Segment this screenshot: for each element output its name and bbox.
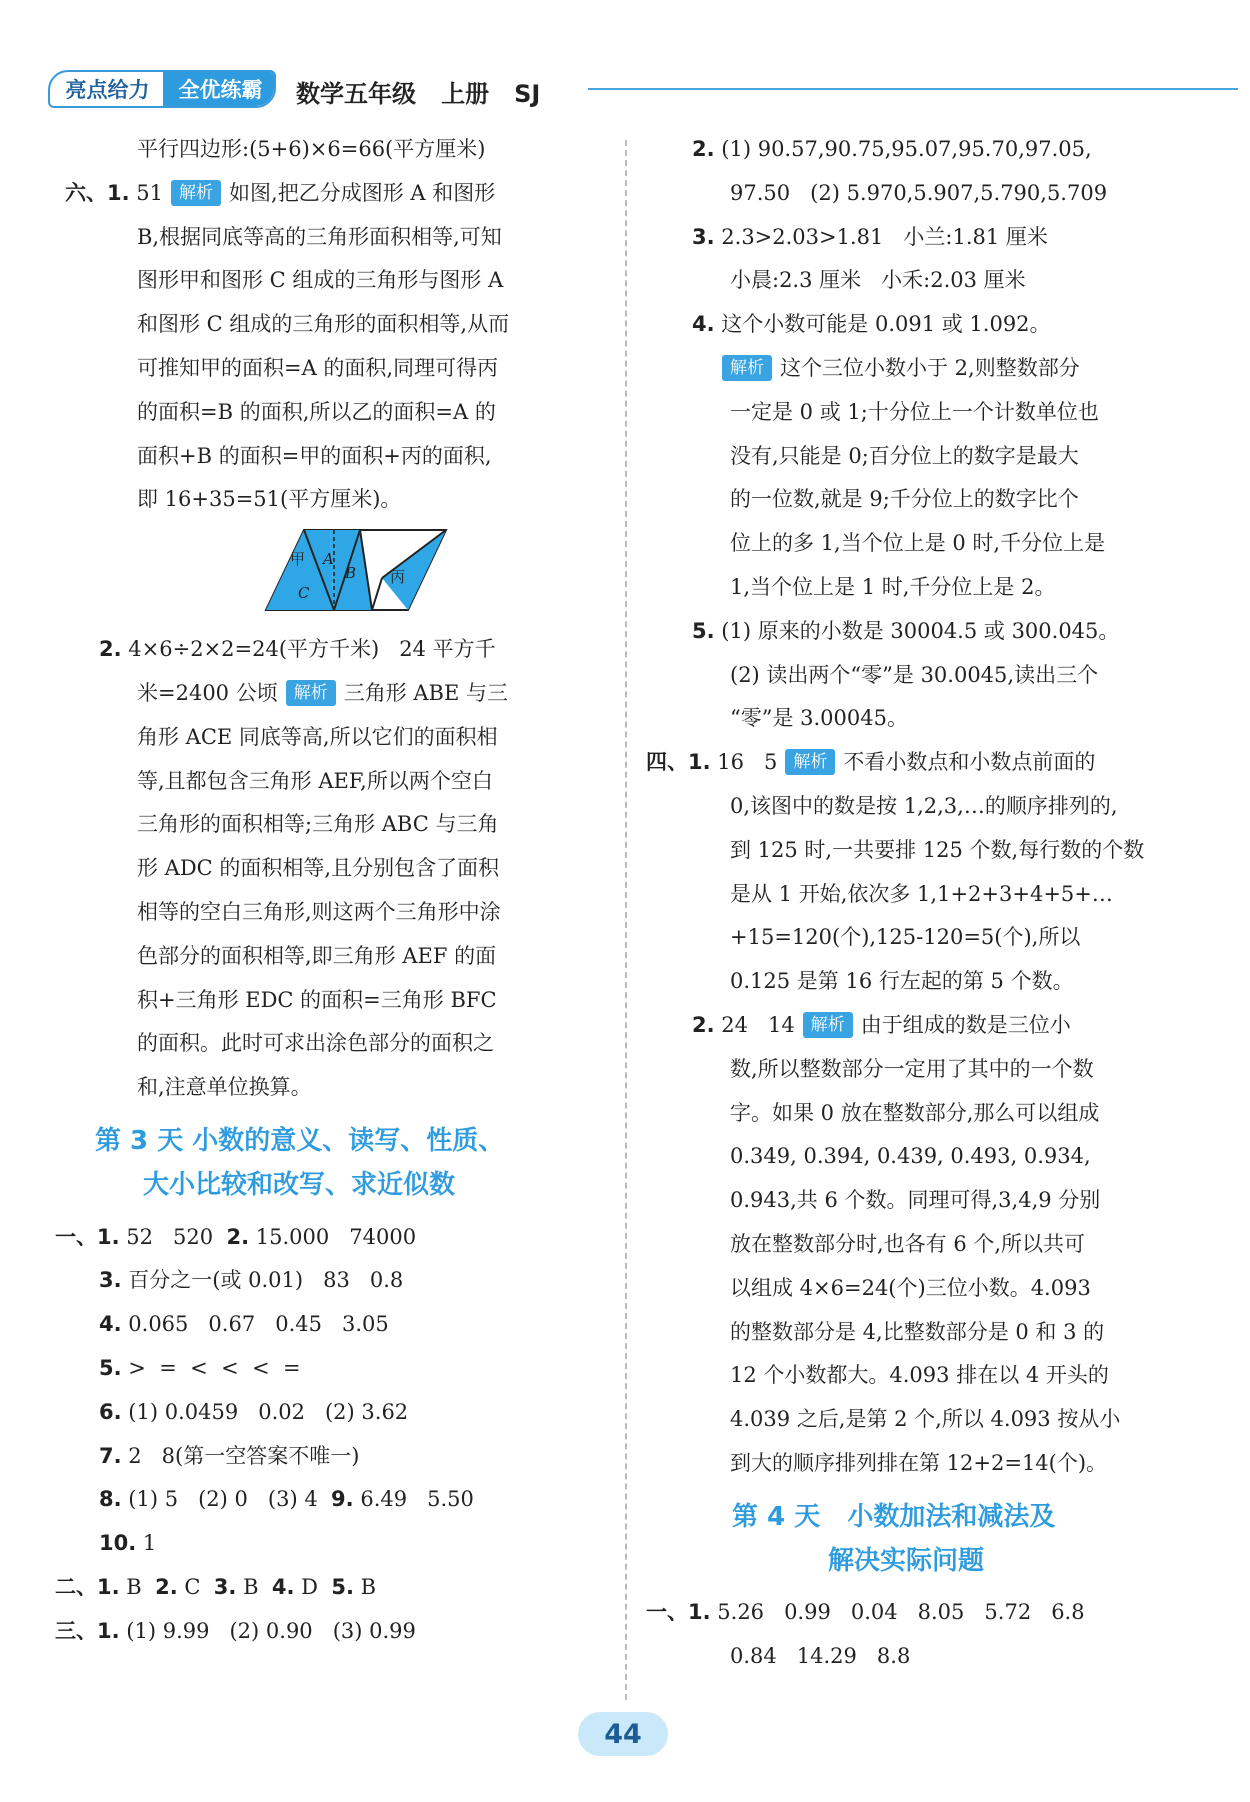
answer-line-6 <box>55 1391 600 1435</box>
question-6-1 <box>55 172 600 216</box>
answer: (1) 0.0459 0.02 (2) 3.62 <box>128 1399 409 1424</box>
label-c: C <box>298 584 310 603</box>
answer-line-r3 <box>652 216 1197 260</box>
parallelogram-diagram <box>260 522 450 618</box>
text-line: 的面积。此时可求出涂色部分的面积之 <box>137 1031 494 1056</box>
text-line: 图形甲和图形 C 组成的三角形与图形 A <box>137 268 504 293</box>
text-line: 相等的空白三角形,则这两个三角形中涂 <box>137 899 501 924</box>
question-number: 4. <box>99 1312 122 1337</box>
question-number: 6. <box>99 1399 122 1424</box>
answer-line-r2 <box>652 128 1197 172</box>
brand-logo <box>48 70 276 108</box>
answer-line-d2 <box>652 1004 1197 1048</box>
question-number: 三、1. <box>55 1618 120 1643</box>
section-title-day3-line2: 大小比较和改写、求近似数 <box>143 1169 456 1200</box>
answer-line-r4 <box>652 303 1197 347</box>
answer-line-d1 <box>646 741 1197 785</box>
answer: 2 8(第一空答案不唯一) <box>128 1443 360 1468</box>
book-subject: 数学五年级 上册 SJ <box>296 80 541 108</box>
question-number: 六、1. <box>65 180 130 205</box>
question-number: 3. <box>99 1268 122 1293</box>
text-line <box>652 347 1197 391</box>
text-line: 数,所以整数部分一定用了其中的一个数 <box>730 1056 1094 1081</box>
analysis-text: 不看小数点和小数点前面的 <box>843 750 1096 775</box>
answer: 这个小数可能是 0.091 或 1.092。 <box>721 312 1051 337</box>
text-line: 是从 1 开始,依次多 1,1+2+3+4+5+… <box>730 881 1113 906</box>
answer: 51 <box>136 180 164 205</box>
text-line: “零”是 3.00045。 <box>730 706 908 731</box>
answer-line-3 <box>55 1259 600 1303</box>
analysis-text: 三角形 ABE 与三 <box>343 680 508 705</box>
brand-left-text: 亮点给力 <box>65 78 150 102</box>
question-number: 5. <box>99 1355 122 1380</box>
answer: > = < < < = <box>128 1355 301 1380</box>
answer: 24 14 <box>721 1012 795 1037</box>
label-a: A <box>323 550 334 569</box>
question-6-2 <box>55 628 600 672</box>
answer-line-7 <box>55 1435 600 1479</box>
text-line: (2) 读出两个“零”是 30.0045,读出三个 <box>730 662 1099 687</box>
text-line: 没有,只能是 0;百分位上的数字是最大 <box>730 443 1079 468</box>
text-line: 0.349, 0.394, 0.439, 0.493, 0.934, <box>730 1144 1091 1169</box>
label-b: B <box>345 564 357 583</box>
question-number: 二、1. <box>55 1574 120 1599</box>
answer: B <box>360 1574 377 1599</box>
answer: (1) 9.99 (2) 0.90 (3) 0.99 <box>126 1618 416 1643</box>
text-line: 以组成 4×6=24(个)三位小数。4.093 <box>730 1275 1091 1300</box>
text-line: 的整数部分是 4,比整数部分是 0 和 3 的 <box>730 1319 1105 1344</box>
text-line: 到大的顺序排列排在第 12+2=14(个)。 <box>730 1450 1108 1475</box>
analysis-text: 由于组成的数是三位小 <box>860 1012 1071 1037</box>
answer-line-r5 <box>652 610 1197 654</box>
analysis-text: 如图,把乙分成图形 A 和图形 <box>229 180 496 205</box>
answer-line-10 <box>55 1522 600 1566</box>
answer: B <box>243 1574 259 1599</box>
question-number: 2. <box>692 137 715 161</box>
text-line: 角形 ACE 同底等高,所以它们的面积相 <box>137 724 498 749</box>
answer: B <box>126 1574 142 1599</box>
page-number: 44 <box>578 1712 668 1756</box>
question-number: 5. <box>692 618 715 643</box>
text-line: 积+三角形 EDC 的面积=三角形 BFC <box>137 987 497 1012</box>
text-line: B,根据同底等高的三角形面积相等,可知 <box>137 224 502 249</box>
answer-line-1 <box>55 1216 600 1260</box>
text-line: 0.84 14.29 8.8 <box>730 1644 911 1669</box>
answer: 6.49 5.50 <box>360 1487 474 1512</box>
answer: 1 <box>142 1531 157 1556</box>
question-number: 9. <box>331 1487 354 1512</box>
text-line: 到 125 时,一共要排 125 个数,每行数的个数 <box>730 837 1145 862</box>
answer: 5.26 0.99 0.04 8.05 5.72 6.8 <box>717 1600 1085 1625</box>
answer: 米=2400 公顷 <box>137 680 278 705</box>
answer: 0.065 0.67 0.45 3.05 <box>128 1312 389 1337</box>
answer-line-8 <box>55 1478 600 1522</box>
text-line: 放在整数部分时,也各有 6 个,所以共可 <box>730 1231 1086 1256</box>
answer: 15.000 74000 <box>255 1224 417 1249</box>
analysis-tag: 解析 <box>171 180 221 206</box>
answer: 16 5 <box>717 750 778 775</box>
question-number: 2. <box>226 1224 250 1249</box>
question-number: 一、1. <box>55 1224 120 1249</box>
answer-line-three <box>55 1610 600 1654</box>
question-number: 2. <box>99 637 122 662</box>
analysis-tag: 解析 <box>803 1012 853 1038</box>
question-number: 3. <box>213 1574 237 1599</box>
answer: C <box>184 1574 201 1599</box>
column-divider <box>625 140 627 1700</box>
question-number: 4. <box>692 312 715 337</box>
text-line: 的面积=B 的面积,所以乙的面积=A 的 <box>137 399 496 424</box>
question-number: 5. <box>331 1574 354 1599</box>
answer: 百分之一(或 0.01) 83 0.8 <box>128 1268 404 1293</box>
question-number: 4. <box>271 1574 295 1599</box>
text-line: 一定是 0 或 1;十分位上一个计数单位也 <box>730 399 1099 424</box>
question-number: 一、1. <box>646 1600 711 1625</box>
label-jia: 甲 <box>290 550 306 569</box>
question-number: 10. <box>99 1531 137 1556</box>
section-title-day4-line2: 解决实际问题 <box>828 1545 985 1576</box>
text-line: 三角形的面积相等;三角形 ABC 与三角 <box>137 812 499 837</box>
text-line: 97.50 (2) 5.970,5.907,5.790,5.709 <box>730 180 1108 205</box>
text-line: 1,当个位上是 1 时,千分位上是 2。 <box>730 574 1056 599</box>
text-line: 小晨:2.3 厘米 小禾:2.03 厘米 <box>730 268 1026 293</box>
label-bing: 丙 <box>390 568 406 587</box>
text-line: 12 个小数都大。4.093 排在以 4 开头的 <box>730 1363 1109 1388</box>
text-line: 的一位数,就是 9;千分位上的数字比个 <box>730 487 1079 512</box>
text-line <box>55 672 600 716</box>
text-line: 面积+B 的面积=甲的面积+丙的面积, <box>137 443 492 468</box>
answer: 2.3>2.03>1.81 小兰:1.81 厘米 <box>721 224 1048 249</box>
analysis-tag: 解析 <box>785 749 835 775</box>
left-column <box>55 128 600 1654</box>
question-number: 7. <box>99 1443 122 1468</box>
answer-line-e1 <box>646 1591 1197 1635</box>
question-number: 2. <box>155 1574 178 1599</box>
question-number: 四、1. <box>646 750 711 775</box>
text-line: 可推知甲的面积=A 的面积,同理可得丙 <box>137 355 499 380</box>
text-line: 平行四边形:(5+6)×6=66(平方厘米) <box>137 137 486 161</box>
answer: 52 520 <box>126 1224 214 1249</box>
text-line: 即 16+35=51(平方厘米)。 <box>137 487 402 512</box>
text-line: 位上的多 1,当个位上是 0 时,千分位上是 <box>730 531 1106 556</box>
answer-line-choice <box>55 1566 600 1610</box>
answer: D <box>301 1574 318 1599</box>
question-number: 3. <box>692 224 715 249</box>
section-title-day3: 第 3 天 小数的意义、读写、性质、 <box>95 1125 505 1156</box>
answer: 4×6÷2×2=24(平方千米) 24 平方千 <box>128 637 496 662</box>
header-rule <box>588 88 1238 90</box>
text-line: 和,注意单位换算。 <box>137 1075 312 1100</box>
question-number: 2. <box>692 1012 715 1037</box>
text-line: 0.943,共 6 个数。同理可得,3,4,9 分别 <box>730 1188 1101 1213</box>
analysis-text: 这个三位小数小于 2,则整数部分 <box>780 355 1080 380</box>
text-line: 0,该图中的数是按 1,2,3,…的顺序排列的, <box>730 793 1118 818</box>
right-column <box>646 128 1197 1679</box>
parallelogram-figure <box>55 522 600 628</box>
question-number: 8. <box>99 1487 122 1512</box>
answer-line-5 <box>55 1347 600 1391</box>
text-line: 等,且都包含三角形 AEF,所以两个空白 <box>137 768 493 793</box>
analysis-tag: 解析 <box>722 355 772 381</box>
page-header <box>48 70 1198 110</box>
answer: (1) 90.57,90.75,95.07,95.70,97.05, <box>721 137 1092 161</box>
analysis-tag: 解析 <box>286 680 336 706</box>
answer-line-4 <box>55 1303 600 1347</box>
answer: (1) 原来的小数是 30004.5 或 300.045。 <box>721 618 1120 643</box>
text-line: 色部分的面积相等,即三角形 AEF 的面 <box>137 943 497 968</box>
text-line: 0.125 是第 16 行左起的第 5 个数。 <box>730 969 1074 994</box>
text-line: 4.039 之后,是第 2 个,所以 4.093 按从小 <box>730 1407 1121 1432</box>
text-line: 字。如果 0 放在整数部分,那么可以组成 <box>730 1100 1100 1125</box>
section-title-day4: 第 4 天 小数加法和减法及 <box>732 1501 1056 1532</box>
brand-right-text: 全优练霸 <box>163 72 276 106</box>
text-line: 形 ADC 的面积相等,且分别包含了面积 <box>137 856 500 881</box>
answer: (1) 5 (2) 0 (3) 4 <box>128 1487 318 1512</box>
text-line: 和图形 C 组成的三角形的面积相等,从而 <box>137 312 510 337</box>
text-line: +15=120(个),125-120=5(个),所以 <box>730 925 1081 950</box>
